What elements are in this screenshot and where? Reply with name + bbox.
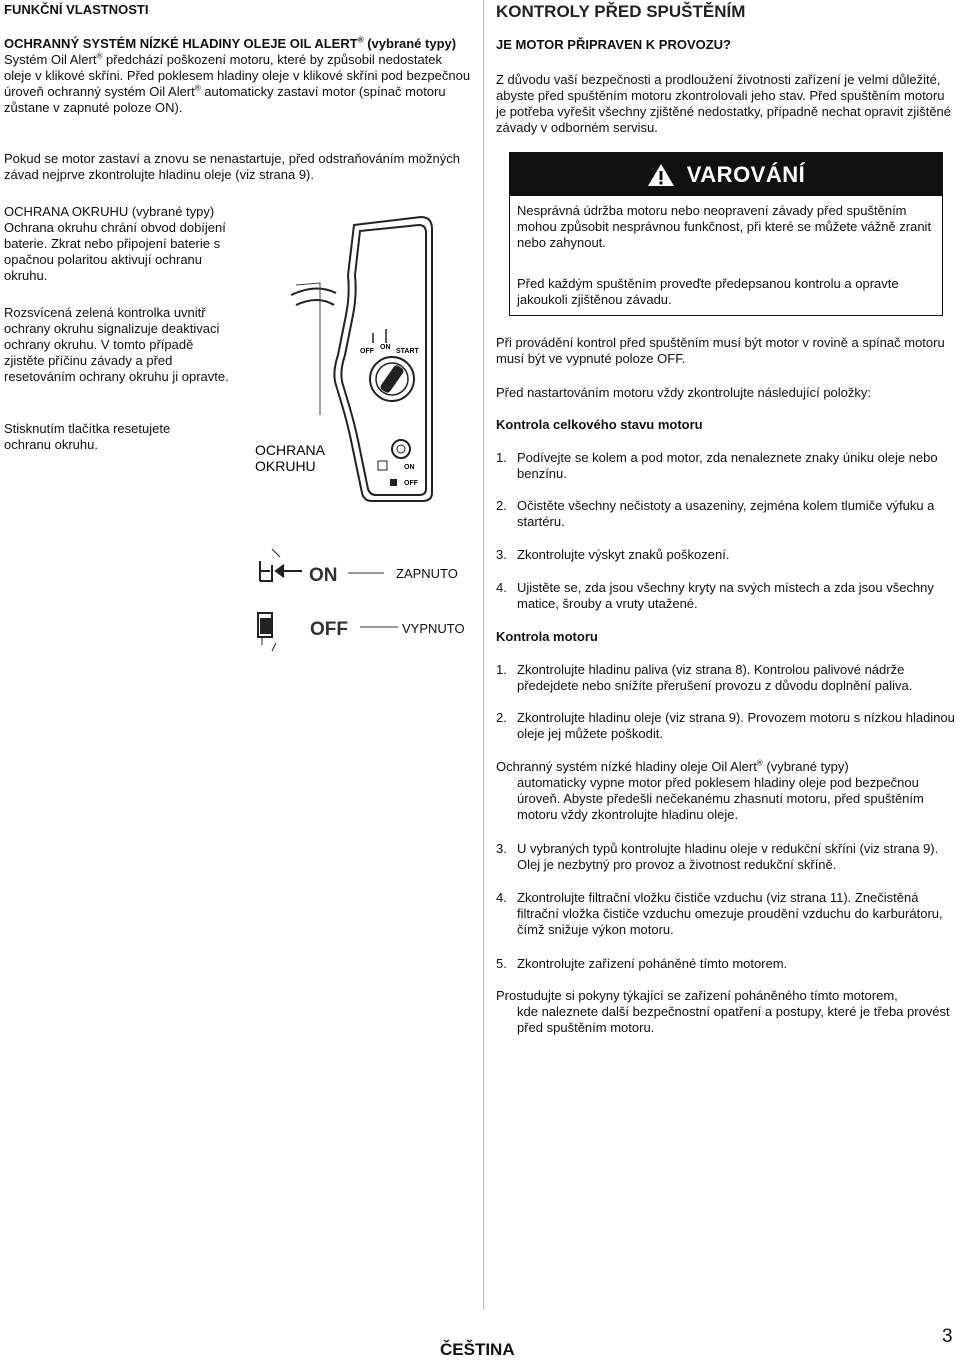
general-heading: Kontrola celkového stavu motoru — [496, 417, 703, 432]
restart-paragraph: Pokud se motor zastaví a znovu se nenastartuje, před odstraňováním možných závad nejprve zkontrolujte hladinu oleje (viz strana 9). — [4, 151, 460, 182]
warning-header — [510, 153, 942, 196]
engine-item: 5. Zkontrolujte zařízení poháněné tímto motorem. — [496, 956, 788, 971]
oil-alert-block — [4, 36, 472, 116]
warning-text-1: Nesprávná údržba motoru nebo neopravení závady před spuštěním mohou způsobit nesprávnou funkčnost, při které se můžete vážně zranit nebo zahynout. — [517, 203, 932, 250]
general-item: 3. Zkontrolujte výskyt znaků poškození. — [496, 547, 730, 562]
label-zapnuto: ZAPNUTO — [396, 566, 458, 581]
final-paragraph: Prostudujte si pokyny týkající se zařízení poháněného tímto motorem, kde naleznete další bezpečnostní opatření a postupy, které je třeba provést před spuštěním motoru. — [496, 988, 950, 1035]
ready-heading: JE MOTOR PŘIPRAVEN K PROVOZU? — [496, 37, 731, 52]
level-paragraph: Při provádění kontrol před spuštěním musí být motor v rovině a spínač motoru musí být ve vypnuté poloze OFF. — [496, 335, 945, 366]
warning-triangle-icon — [647, 163, 675, 187]
warning-text-2: Před každým spuštěním proveďte předepsanou kontrolu a opravte jakoukoli zjištěnou závadu. — [517, 276, 899, 307]
big-on-switch-icon — [260, 549, 302, 581]
small-on-icon — [378, 461, 387, 470]
engine-panel-figure — [236, 205, 486, 665]
general-item: 1. Podívejte se kolem a pod motor, zda nenaleznete znaky úniku oleje nebo benzínu. — [496, 450, 938, 481]
callout-line1: OCHRANA — [255, 442, 326, 458]
engine-item: 2. Zkontrolujte hladinu oleje (viz strana 9). Provozem motoru s nízkou hladinou oleje jej můžete poškodit. — [496, 710, 955, 741]
warning-title: VAROVÁNÍ — [686, 161, 806, 187]
small-on-label: ON — [404, 464, 415, 471]
panel-start-label: START — [396, 348, 419, 355]
right-title: KONTROLY PŘED SPUŠTĚNÍM — [496, 2, 746, 21]
callout-line2: OKRUHU — [255, 458, 316, 474]
check-intro: Před nastartováním motoru vždy zkontrolujte následující položky: — [496, 385, 872, 400]
circuit-text: Ochrana okruhu chrání obvod dobíjení baterie. Zkrat nebo připojení baterie s opačnou polaritou aktivují ochranu okruhu. — [4, 220, 226, 283]
small-off-label: OFF — [404, 480, 418, 487]
engine-item: 3. U vybraných typů kontrolujte hladinu oleje v redukční skříni (viz strana 9). Olej je nezbytný pro provoz a životnost redukční skříně. — [496, 841, 939, 872]
engine-item: 1. Zkontrolujte hladinu paliva (viz strana 8). Kontrolou palivové nádrže předejdete nebo snížíte přerušení provozu z důvodu doplnění paliva. — [496, 662, 913, 693]
general-item: 4. Ujistěte se, zda jsou všechny kryty na svých místech a zda jsou všechny matice, šrouby a vruty utažené. — [496, 580, 934, 611]
circuit-heading: OCHRANA OKRUHU (vybrané typy) — [4, 204, 215, 219]
panel-off-label: OFF — [360, 348, 374, 355]
big-off-label: OFF — [310, 619, 348, 640]
engine-heading: Kontrola motoru — [496, 629, 598, 644]
footer-language: ČEŠTINA — [440, 1340, 515, 1359]
circuit-breaker-button — [392, 440, 410, 458]
oil-alert-note: Ochranný systém nízké hladiny oleje Oil Alert® (vybrané typy) automaticky vypne motor před poklesem hladiny oleje pod bezpečnou úroveň. Abyste předešli nečekanému zhasnutí motoru, před spuštěním motoru vždy zkontrolujte hladinu oleje. — [496, 758, 924, 822]
section-title: FUNKČNÍ VLASTNOSTI — [4, 2, 149, 17]
oil-alert-text: Systém Oil Alert® předchází poškození motoru, které by způsobil nedostatek oleje v klikové skříni. Před poklesem hladiny oleje v klikové skříni pod bezpečnou úroveň ochranný systém Oil Alert® automaticky zastaví motor (spínač motoru zůstane v zapnuté poloze ON). — [4, 51, 471, 115]
ignition-switch — [370, 357, 414, 401]
reset-paragraph: Stisknutím tlačítka resetujete ochranu okruhu. — [4, 421, 171, 452]
small-off-icon — [390, 479, 397, 486]
indicator-paragraph: Rozsvícená zelená kontrolka uvnitř ochrany okruhu signalizuje deaktivaci ochrany okruhu. V tomto případě zjistěte příčinu závady a před resetováním ochrany okruhu ji opravte. — [4, 305, 229, 384]
ready-paragraph: Z důvodu vaší bezpečnosti a prodloužení životnosti zařízení je velmi důležité, abyste před spuštěním motoru zkontrolovali jeho stav. Před spuštěním motoru je potřeba vyřešit všechny zjištěné nedostatky, případně nechat opravit zjištěné závady v odborném servisu. — [496, 72, 952, 135]
big-off-switch-icon — [258, 613, 276, 651]
oil-alert-heading: OCHRANNÝ SYSTÉM NÍZKÉ HLADINY OLEJE OIL ALERT® (vybrané typy) — [4, 35, 457, 51]
engine-item: 4. Zkontrolujte filtrační vložku čističe vzduchu (viz strana 11). Znečistěná filtrační vložka čističe vzduchu omezuje proudění vzduchu do karburátoru, čímž snižuje výkon motoru. — [496, 890, 943, 937]
general-item: 2. Očistěte všechny nečistoty a usazeniny, zejména kolem tlumiče výfuku a startéru. — [496, 498, 935, 529]
panel-on-label: ON — [380, 344, 391, 351]
circuit-block — [4, 204, 232, 284]
big-on-label: ON — [309, 565, 338, 586]
label-vypnuto: VYPNUTO — [402, 621, 465, 636]
page-number: 3 — [942, 1326, 953, 1347]
column-divider — [483, 0, 484, 1310]
